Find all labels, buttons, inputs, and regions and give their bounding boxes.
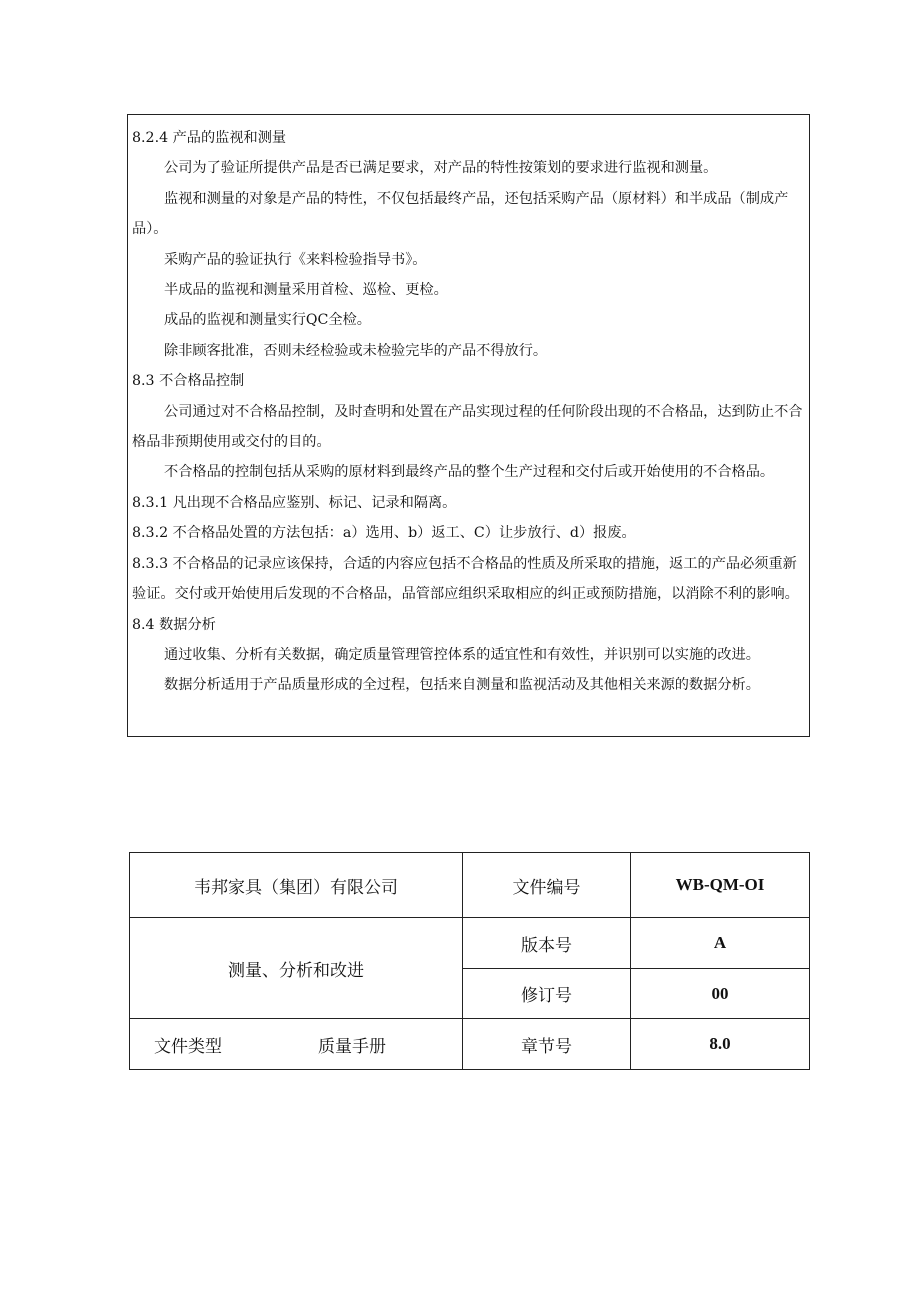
paragraph: 8.2.4 产品的监视和测量 [132, 130, 287, 146]
section-heading: 8.3 不合格品控制 [132, 373, 245, 390]
paragraph: 除非顾客批准，否则未经检验或未检验完毕的产品不得放行。 [164, 342, 548, 359]
version-value: A [631, 918, 810, 969]
revision-label: 修订号 [463, 969, 631, 1019]
paragraph: 数据分析适用于产品质量形成的全过程，包括来自测量和监视活动及其他相关来源的数据分析。 [164, 677, 760, 694]
section-heading: 8.4 数据分析 [132, 616, 216, 633]
paragraph: 成品的监视和测量实行QC全检。 [164, 312, 371, 329]
subsection-item: 8.3.2 不合格品处置的方法包括：a）选用、b）返工、C）让步放行、d）报废。 [132, 525, 636, 542]
table-row [130, 918, 810, 969]
paragraph: 公司通过对不合格品控制，及时查明和处置在产品实现过程的任何阶段出现的不合格品，达到防止不合格品非预期使用或交付的目的。 [132, 403, 803, 451]
doc-type-cell [130, 1019, 463, 1070]
revision-value: 00 [631, 969, 810, 1019]
manual-content-box [127, 114, 810, 737]
paragraph: 公司为了验证所提供产品是否已满足要求，对产品的特性按策划的要求进行监视和测量。 [164, 160, 718, 177]
doc-type-value: 质量手册 [318, 1037, 386, 1057]
paragraph: 半成品的监视和测量采用首检、巡检、更检。 [164, 282, 448, 299]
doc-no-value: WB-QM-OI [631, 853, 810, 918]
version-label: 版本号 [463, 918, 631, 969]
paragraph: 通过收集、分析有关数据，确定质量管理管控体系的适宜性和有效性，并识别可以实施的改进。 [164, 646, 760, 663]
doc-type-label: 文件类型 [154, 1037, 222, 1057]
table-row [130, 853, 810, 918]
document-info-table [129, 852, 810, 1070]
subsection-item: 8.3.3 不合格品的记录应该保持，合适的内容应包括不合格品的性质及所采取的措施，返工的产品必须重新验证。交付或开始使用后发现的不合格品，品管部应组织采取相应的纠正或预防措施，以消除不利的影响。 [132, 555, 799, 603]
subsection-item: 8.3.1 凡出现不合格品应鉴别、标记、记录和隔离。 [132, 494, 457, 511]
company-name: 韦邦家具（集团）有限公司 [130, 853, 463, 918]
doc-no-label: 文件编号 [463, 853, 631, 918]
section-title: 测量、分析和改进 [130, 918, 463, 1019]
table-row [130, 1019, 810, 1070]
paragraph: 采购产品的验证执行《来料检验指导书》。 [164, 251, 427, 268]
chapter-label: 章节号 [463, 1019, 631, 1070]
paragraph: 监视和测量的对象是产品的特性，不仅包括最终产品，还包括采购产品（原材料）和半成品（制成产品）。 [132, 190, 789, 238]
chapter-value: 8.0 [631, 1019, 810, 1070]
paragraph: 不合格品的控制包括从采购的原材料到最终产品的整个生产过程和交付后或开始使用的不合格品。 [164, 464, 775, 481]
